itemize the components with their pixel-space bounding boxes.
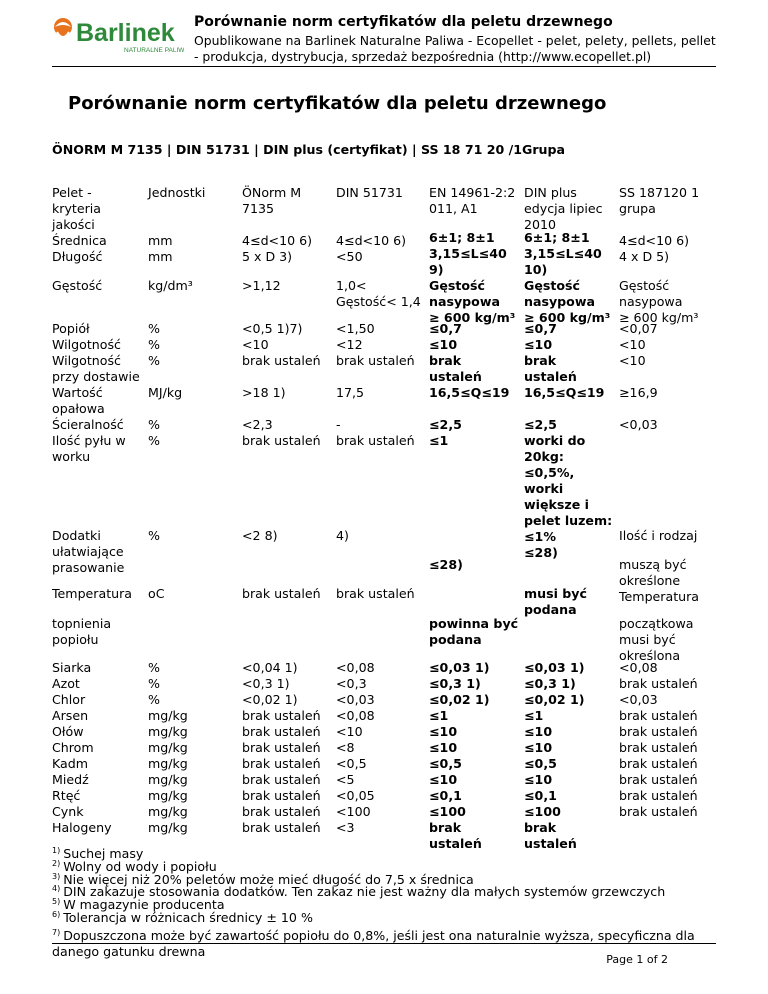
en14961-dimensions: 6±1; 8±1 3,15≤L≤40 9) xyxy=(429,230,507,277)
footnote-marker: 1) xyxy=(52,846,61,855)
ss187120-block-ash-dust: <0,07 <10 <10 ≥16,9 <0,03 xyxy=(619,321,658,432)
en14961-density: Gęstość nasypowa ≥ 600 kg/m³ xyxy=(429,278,516,325)
onorm-elements: <0,04 1) <0,3 1) <0,02 1) brak ustaleń brak ustaleń brak ustaleń brak ustaleń brak ustaleń brak ustaleń brak ustaleń brak ustaleń xyxy=(242,660,321,835)
footnote-text: Wolny od wody i popiołu xyxy=(63,858,217,874)
footnote-marker: 7) xyxy=(52,927,61,937)
dinplus-header: DIN plus edycja lipiec 2010 xyxy=(524,185,603,232)
footnote-text: W magazynie producenta xyxy=(63,897,225,913)
en14961-ash-melting: powinna być podana xyxy=(429,616,519,647)
footnote-text: Suchej masy xyxy=(63,846,144,861)
footnote-text: Dopuszczona może być zawartość popiołu do 0,8%, jeśli jest ona naturalnie wyższa, specyficzna dla danego gatunku drewna xyxy=(52,927,695,959)
ss187120-additives: Ilość i rodzaj xyxy=(619,528,698,543)
din51731-additives: 4) xyxy=(336,528,349,543)
din51731-block-ash-dust: <1,50 <12 brak ustaleń 17,5 - brak ustaleń xyxy=(336,321,415,448)
logo-tagline: NATURALNE PALIWA xyxy=(124,47,184,54)
en14961-block-ash-dust: ≤0,7 ≤10 brak ustaleń 16,5≤Q≤19 ≤2,5 ≤1 xyxy=(429,321,510,448)
ss187120-elements: <0,08 brak ustaleń <0,03 brak ustaleń brak ustaleń brak ustaleń brak ustaleń brak ustaleń brak ustaleń brak ustaleń xyxy=(619,660,698,819)
footnote-marker: 5) xyxy=(52,897,61,907)
onorm-density: >1,12 xyxy=(242,278,281,293)
criteria-density: Gęstość xyxy=(52,278,103,293)
footnote-text: DIN zakazuje stosowania dodatków. Ten zakaz nie jest ważny dla małych systemów grzewczych xyxy=(63,884,666,900)
dinplus-temperature: musi być podana xyxy=(524,586,587,617)
din51731-elements: <0,08 <0,3 <0,03 <0,08 <10 <8 <0,5 <5 <0,05 <100 <3 xyxy=(336,660,375,835)
dinplus-block-ash-dust: ≤0,7 ≤10 brak ustaleń 16,5≤Q≤19 ≤2,5 worki do 20kg: ≤0,5%, worki większe i pelet luzem: ≤1% ≤28) xyxy=(524,321,613,560)
en14961-header: EN 14961-2:2 011, A1 xyxy=(429,185,516,216)
onorm-additives: <2 8) xyxy=(242,528,278,543)
dinplus-density: Gęstość nasypowa ≥ 600 kg/m³ xyxy=(524,278,611,325)
barlinek-logo xyxy=(52,14,184,56)
din51731-density: 1,0< Gęstość< 1,4 xyxy=(336,278,421,309)
footnote-text: Nie więcej niż 20% peletów może mieć długość do 7,5 x średnica xyxy=(63,871,474,887)
header-divider xyxy=(52,66,716,67)
criteria-ash-melting: topnienia popiołu xyxy=(52,616,112,647)
ss187120-temperature: muszą być określone Temperatura xyxy=(619,557,700,604)
ss187120-header-block: SS 187120 1 grupa 4≤d<10 6) 4 x D 5) xyxy=(619,185,700,264)
criteria-temperature: Temperatura xyxy=(52,586,133,601)
din51731-header-block: DIN 51731 4≤d<10 6) <50 xyxy=(336,185,407,264)
en14961-additives: ≤28) xyxy=(429,557,463,572)
criteria-block-ash-dust: Popiół Wilgotność Wilgotność przy dostawie Wartość opałowa Ścieralność Ilość pyłu w worku xyxy=(52,321,140,464)
onorm-block-ash-dust: <0,5 1)7) <10 brak ustaleń >18 1) <2,3 brak ustaleń xyxy=(242,321,321,448)
units-density: kg/dm³ xyxy=(148,278,193,293)
page-subtitle: ÖNORM M 7135 | DIN 51731 | DIN plus (certyfikat) | SS 18 71 20 /1Grupa xyxy=(52,142,566,157)
header-subtitle: Opublikowane na Barlinek Naturalne Paliwa - Ecopellet - pelet, pelety, pellets, pellet - produkcja, dystrybucja, sprzedaż bezpośrednia (http://www.ecopellet.pl) xyxy=(194,33,716,64)
ss187120-ash-melting: początkowa musi być określona xyxy=(619,616,694,663)
criteria-header-block: Pelet - kryteria jakości Średnica Długość xyxy=(52,185,107,264)
footnote-marker: 2) xyxy=(52,858,61,868)
units-temperature: oC xyxy=(148,586,165,601)
criteria-additives: Dodatki ułatwiające prasowanie xyxy=(52,528,125,575)
units-elements: % % % mg/kg mg/kg mg/kg mg/kg mg/kg mg/kg mg/kg mg/kg xyxy=(148,660,188,835)
footnote xyxy=(52,909,716,925)
ss187120-density: Gęstość nasypowa ≥ 600 kg/m³ xyxy=(619,278,699,325)
page-number: Page 1 of 2 xyxy=(606,953,668,966)
dinplus-dimensions: 6±1; 8±1 3,15≤L≤40 10) xyxy=(524,230,602,277)
footnote-text: Tolerancja w różnicach średnicy ± 10 % xyxy=(63,909,313,925)
din51731-temperature: brak ustaleń xyxy=(336,586,415,601)
footnote-marker: 4) xyxy=(52,884,61,894)
units-header-block: Jednostki mm mm xyxy=(148,185,206,264)
units-block-ash-dust: % % % MJ/kg % % xyxy=(148,321,183,448)
dinplus-elements: ≤0,03 1) ≤0,3 1) ≤0,02 1) ≤1 ≤10 ≤10 ≤0,5 ≤10 ≤0,1 ≤100 brak ustaleń xyxy=(524,660,585,851)
en14961-elements: ≤0,03 1) ≤0,3 1) ≤0,02 1) ≤1 ≤10 ≤10 ≤0,5 ≤10 ≤0,1 ≤100 brak ustaleń xyxy=(429,660,490,851)
onorm-header-block: ÖNorm M 7135 4≤d<10 6) 5 x D 3) xyxy=(242,185,313,264)
header-title: Porównanie norm certyfikatów dla peletu drzewnego xyxy=(194,14,613,30)
footnote-marker: 6) xyxy=(52,909,61,919)
criteria-elements: Siarka Azot Chlor Arsen Ołów Chrom Kadm Miedź Rtęć Cynk Halogeny xyxy=(52,660,112,835)
logo-emblem-icon xyxy=(52,14,184,56)
logo-wordmark: Barlinek xyxy=(76,19,175,47)
footer-divider xyxy=(52,943,716,944)
units-additives: % xyxy=(148,528,160,543)
footnote-marker: 3) xyxy=(52,871,61,881)
page-title: Porównanie norm certyfikatów dla peletu drzewnego xyxy=(68,93,607,114)
onorm-temperature: brak ustaleń xyxy=(242,586,321,601)
